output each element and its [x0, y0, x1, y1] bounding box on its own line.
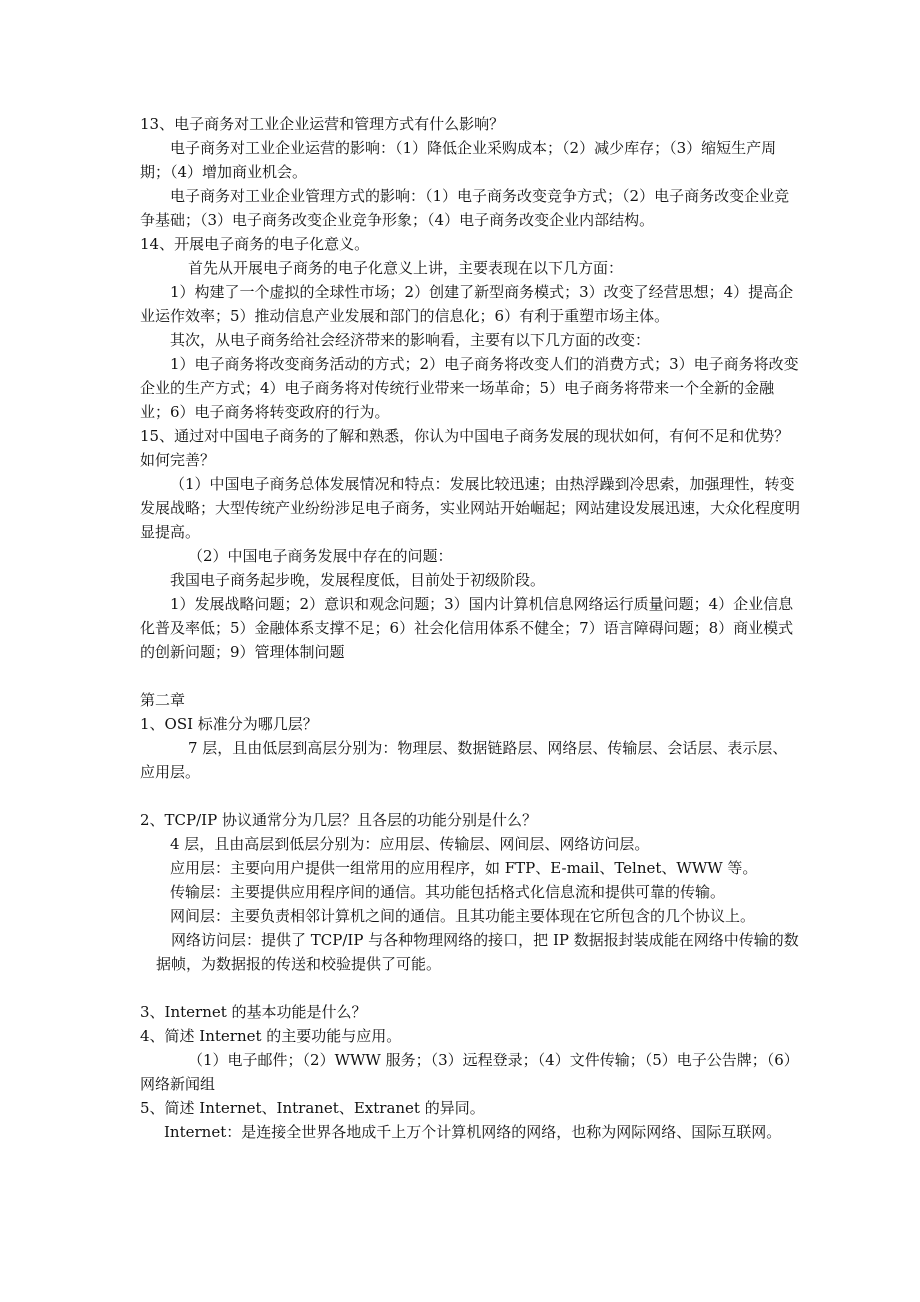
paragraph: 2、TCP/IP 协议通常分为几层？且各层的功能分别是什么？: [140, 811, 537, 829]
paragraph: 传输层：主要提供应用程序间的通信。其功能包括格式化信息流和提供可靠的传输。: [170, 883, 726, 901]
document-body: [140, 112, 800, 1144]
paragraph: 15、通过对中国电子商务的了解和熟悉，你认为中国电子商务发展的现状如何，有何不足和优势？如何完善？: [140, 427, 790, 469]
paragraph: 其次，从电子商务给社会经济带来的影响看，主要有以下几方面的改变：: [170, 331, 651, 349]
paragraph: （1）电子邮件；（2）WWW 服务；（3）远程登录；（4）文件传输；（5）电子公告牌；（6）网络新闻组: [140, 1051, 799, 1093]
paragraph: 1、OSI 标准分为哪几层？: [140, 715, 318, 733]
blank-line: [140, 664, 800, 688]
blank-line: [140, 784, 800, 808]
blank-line: [140, 976, 800, 1000]
paragraph: 1）电子商务将改变商务活动的方式；2）电子商务将改变人们的消费方式；3）电子商务将改变企业的生产方式；4）电子商务将对传统行业带来一场革命；5）电子商务将带来一个全新的金融业；6）电子商务将转变政府的行为。: [140, 355, 799, 421]
paragraph: 电子商务对工业企业运营的影响：（1）降低企业采购成本；（2）减少库存；（3）缩短生产周期；（4）增加商业机会。: [140, 139, 777, 181]
paragraph: 5、简述 Internet、Intranet、Extranet 的异同。: [140, 1099, 485, 1117]
paragraph: 7 层，且由低层到高层分别为：物理层、数据链路层、网络层、传输层、会话层、表示层、应用层。: [140, 739, 788, 781]
paragraph: 网间层：主要负责相邻计算机之间的通信。且其功能主要体现在它所包含的几个协议上。: [170, 907, 756, 925]
paragraph: 我国电子商务起步晚，发展程度低，目前处于初级阶段。: [170, 571, 546, 589]
paragraph: 电子商务对工业企业管理方式的影响：（1）电子商务改变竞争方式；（2）电子商务改变企业竞争基础；（3）电子商务改变企业竞争形象；（4）电子商务改变企业内部结构。: [140, 187, 790, 229]
paragraph: 3、Internet 的基本功能是什么？: [140, 1003, 367, 1021]
paragraph: 1）构建了一个虚拟的全球性市场；2）创建了新型商务模式；3）改变了经营思想；4）提高企业运作效率；5）推动信息产业发展和部门的信息化；6）有利于重塑市场主体。: [140, 283, 794, 325]
paragraph: 1）发展战略问题；2）意识和观念问题；3）国内计算机信息网络运行质量问题；4）企业信息化普及率低；5）金融体系支撑不足；6）社会化信用体系不健全；7）语言障碍问题；8）商业模式的创新问题；9）管理体制问题: [140, 595, 794, 661]
paragraph: 13、电子商务对工业企业运营和管理方式有什么影响？: [140, 115, 505, 133]
paragraph: Internet：是连接全世界各地成千上万个计算机网络的网络，也称为网际网络、国际互联网。: [164, 1123, 782, 1141]
paragraph: 14、开展电子商务的电子化意义。: [140, 235, 370, 253]
paragraph: 第二章: [140, 691, 186, 709]
paragraph: （1）中国电子商务总体发展情况和特点：发展比较迅速；由热浮躁到冷思索，加强理性，转变发展战略；大型传统产业纷纷涉足电子商务，实业网站开始崛起；网站建设发展迅速，大众化程度明显提高。: [140, 475, 801, 541]
paragraph: 网络访问层：提供了 TCP/IP 与各种物理网络的接口，把 IP 数据报封装成能在网络中传输的数据帧，为数据报的传送和校验提供了可能。: [156, 931, 799, 973]
paragraph: 4 层，且由高层到低层分别为：应用层、传输层、网间层、网络访问层。: [170, 835, 650, 853]
paragraph: 4、简述 Internet 的主要功能与应用。: [140, 1027, 402, 1045]
paragraph: （2）中国电子商务发展中存在的问题：: [188, 547, 453, 565]
paragraph: 应用层：主要向用户提供一组常用的应用程序，如 FTP、E-mail、Telnet、WWW 等。: [170, 859, 758, 877]
paragraph: 首先从开展电子商务的电子化意义上讲，主要表现在以下几方面：: [188, 259, 624, 277]
